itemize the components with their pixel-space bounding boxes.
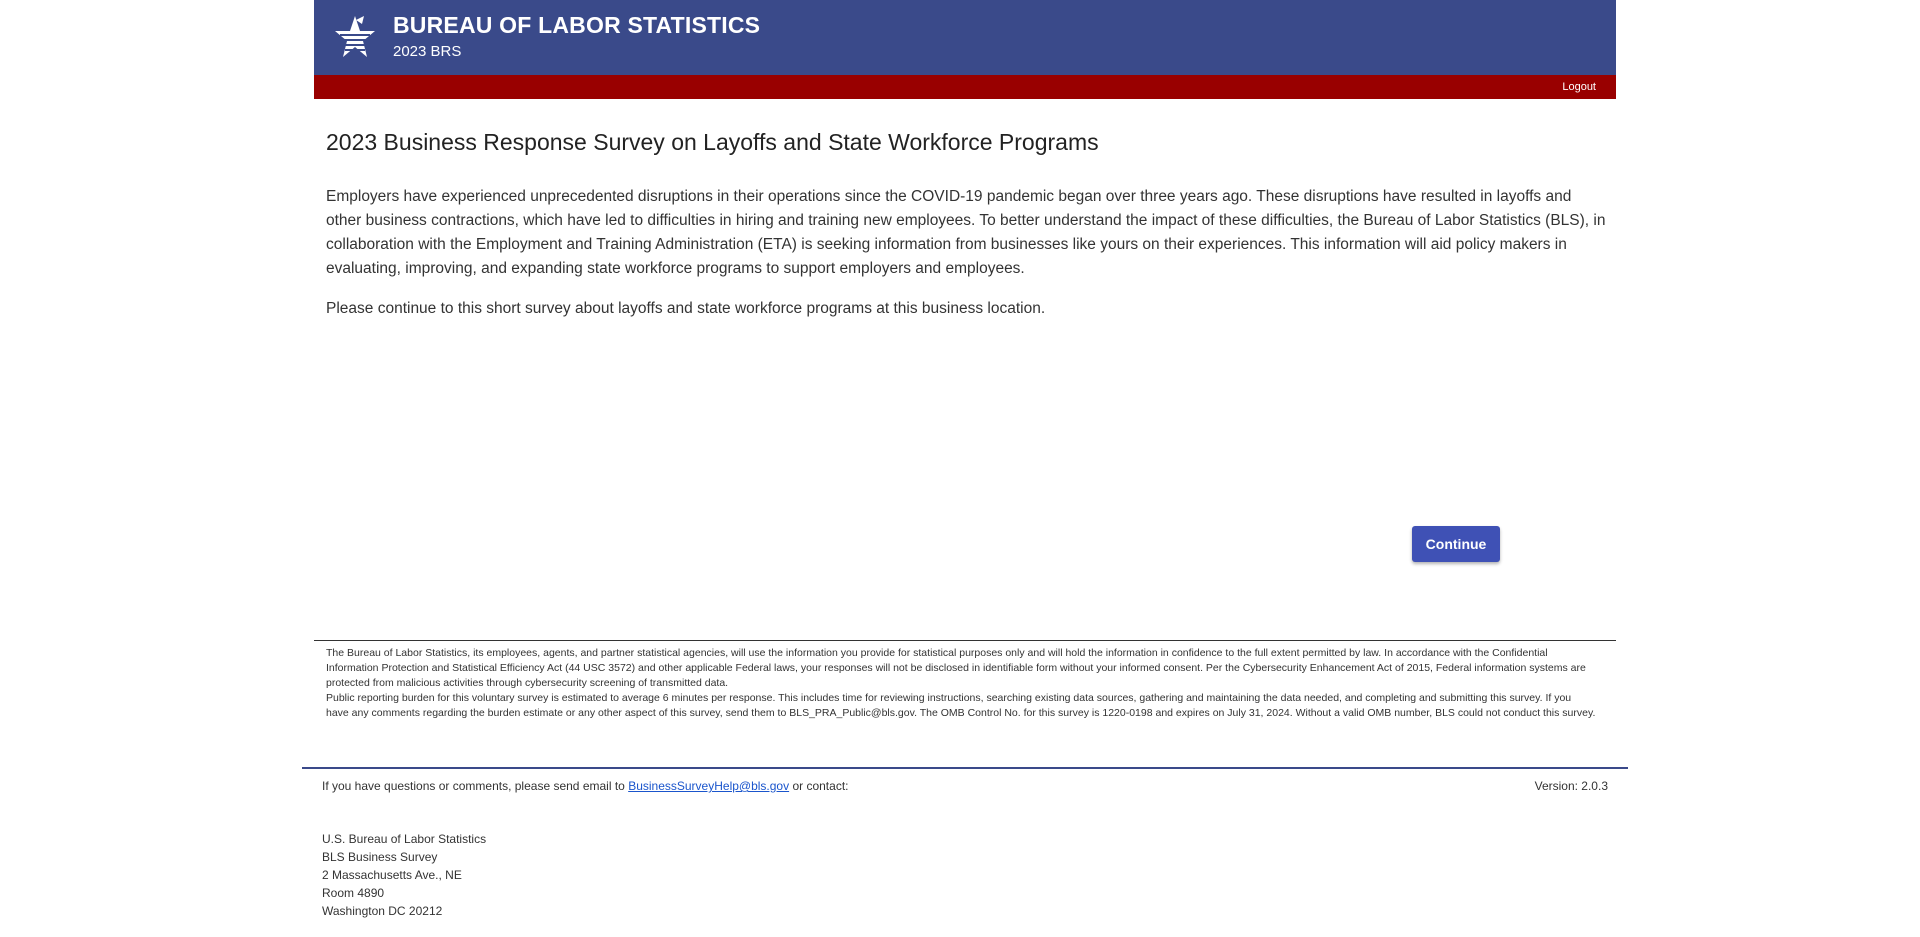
disclaimer-section xyxy=(326,646,1596,721)
footer-divider xyxy=(302,767,1628,769)
disclaimer-divider xyxy=(314,640,1616,641)
top-nav-bar xyxy=(314,75,1616,99)
address-line: 2 Massachusetts Ave., NE xyxy=(322,868,462,882)
contact-suffix: or contact: xyxy=(792,779,849,793)
intro-paragraph: Employers have experienced unprecedented disruptions in their operations since the COVID-19 pandemic began over three years ago. These disruptions have resulted in layoffs and other business contractions, which have led to difficulties in hiring and training new employees. To better understand the impact of these difficulties, the Bureau of Labor Statistics (BLS), in collaboration with the Employment and Training Administration (ETA) is seeking information from businesses like yours on their experiences. This information will aid policy makers in evaluating, improving, and expanding state workforce programs to support employers and employees. xyxy=(326,188,1606,277)
address-line: U.S. Bureau of Labor Statistics xyxy=(322,832,487,846)
continue-instructions: Please continue to this short survey about layoffs and state workforce programs at this business location. xyxy=(326,300,1046,317)
bls-star-logo-icon xyxy=(334,14,376,60)
version-label: Version: 2.0.3 xyxy=(1534,779,1608,793)
agency-title: BUREAU OF LABOR STATISTICS xyxy=(393,12,761,38)
address-line: Washington DC 20212 xyxy=(322,904,443,918)
page-title: 2023 Business Response Survey on Layoffs and State Workforce Programs xyxy=(326,129,1099,155)
site-header xyxy=(314,0,1616,75)
contact-email-link[interactable]: BusinessSurveyHelp@bls.gov xyxy=(628,779,790,793)
continue-button[interactable]: Continue xyxy=(1412,526,1500,562)
app-subtitle: 2023 BRS xyxy=(393,43,462,60)
contact-prefix: If you have questions or comments, please send email to xyxy=(322,779,625,793)
confidentiality-statement: The Bureau of Labor Statistics, its employees, agents, and partner statistical agencies, will use the information you provide for statistical purposes only and will hold the information in confidence to the full extent permitted by law. In accordance with the Confidential Information Protection and Statistical Efficiency Act (44 USC 3572) and other applicable Federal laws, your responses will not be disclosed in identifiable form without your informed consent. Per the Cybersecurity Enhancement Act of 2015, Federal information systems are protected from malicious activities through cybersecurity screening of transmitted data. xyxy=(326,647,1586,689)
mailing-address xyxy=(322,830,486,920)
address-line: BLS Business Survey xyxy=(322,850,438,864)
contact-line xyxy=(322,779,848,793)
burden-statement: Public reporting burden for this voluntary survey is estimated to average 6 minutes per response. This includes time for reviewing instructions, searching existing data sources, gathering and maintaining the data needed, and completing and submitting this survey. If you have any comments regarding the burden estimate or any other aspect of this survey, send them to BLS_PRA_Public@bls.gov. The OMB Control No. for this survey is 1220-0198 and expires on July 31, 2024. Without a valid OMB number, BLS could not conduct this survey. xyxy=(326,692,1596,719)
logout-link[interactable]: Logout xyxy=(1562,81,1596,93)
address-line: Room 4890 xyxy=(322,886,385,900)
